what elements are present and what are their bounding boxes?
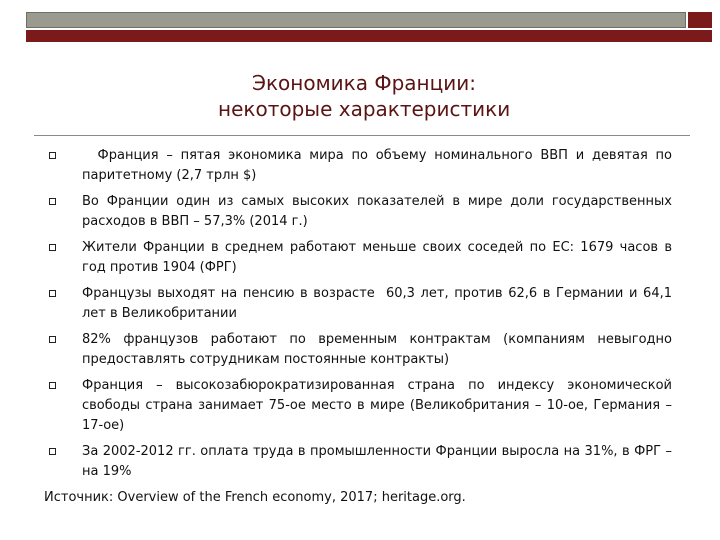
bullet-item xyxy=(44,284,677,324)
slide-title xyxy=(0,70,720,122)
source-note: Источник: Overview of the French economy, 2017; heritage.org. xyxy=(44,490,466,505)
bullet-text: Франция – пятая экономика мира по объему номинального ВВП и девятая по паритетному (2,7 трлн $) xyxy=(82,148,677,183)
decorative-top-bar-grey xyxy=(26,12,686,28)
bullet-text: Французы выходят на пенсию в возрасте 60,3 лет, против 62,6 в Германии и 64,1 лет в Великобритании xyxy=(82,286,677,321)
decorative-top-bar-red xyxy=(26,30,712,42)
square-bullet-icon xyxy=(49,198,56,205)
bullet-text: За 2002-2012 гг. оплата труда в промышленности Франции выросла на 31%, в ФРГ – на 19% xyxy=(82,444,672,479)
decorative-top-square xyxy=(688,12,712,28)
square-bullet-icon xyxy=(49,244,56,251)
bullet-item xyxy=(44,238,672,278)
title-divider xyxy=(34,135,690,136)
slide-content xyxy=(44,146,677,508)
bullet-item xyxy=(44,376,672,436)
slide-title-line2: некоторые характеристики xyxy=(218,97,511,121)
bullet-item xyxy=(44,330,672,370)
square-bullet-icon xyxy=(49,152,56,159)
bullet-item xyxy=(44,442,672,482)
square-bullet-icon xyxy=(49,336,56,343)
bullet-text: Жители Франции в среднем работают меньше своих соседей по ЕС: 1679 часов в год против 1904 (ФРГ) xyxy=(82,240,672,275)
bullet-text: Франция – высокозабюрократизированная страна по индексу экономической свободы страна занимает 75-ое место в мире (Великобритания – 10-ое, Германия – 17-ое) xyxy=(82,378,672,433)
bullet-text: 82% французов работают по временным контрактам (компаниям невыгодно предоставлять сотрудникам постоянные контракты) xyxy=(82,332,672,367)
bullet-item xyxy=(44,146,677,186)
bullet-text: Во Франции один из самых высоких показателей в мире доли государственных расходов в ВВП – 57,3% (2014 г.) xyxy=(82,194,672,229)
slide-title-line1: Экономика Франции: xyxy=(252,71,476,95)
square-bullet-icon xyxy=(49,448,56,455)
bullet-item xyxy=(44,192,672,232)
square-bullet-icon xyxy=(49,290,56,297)
square-bullet-icon xyxy=(49,382,56,389)
